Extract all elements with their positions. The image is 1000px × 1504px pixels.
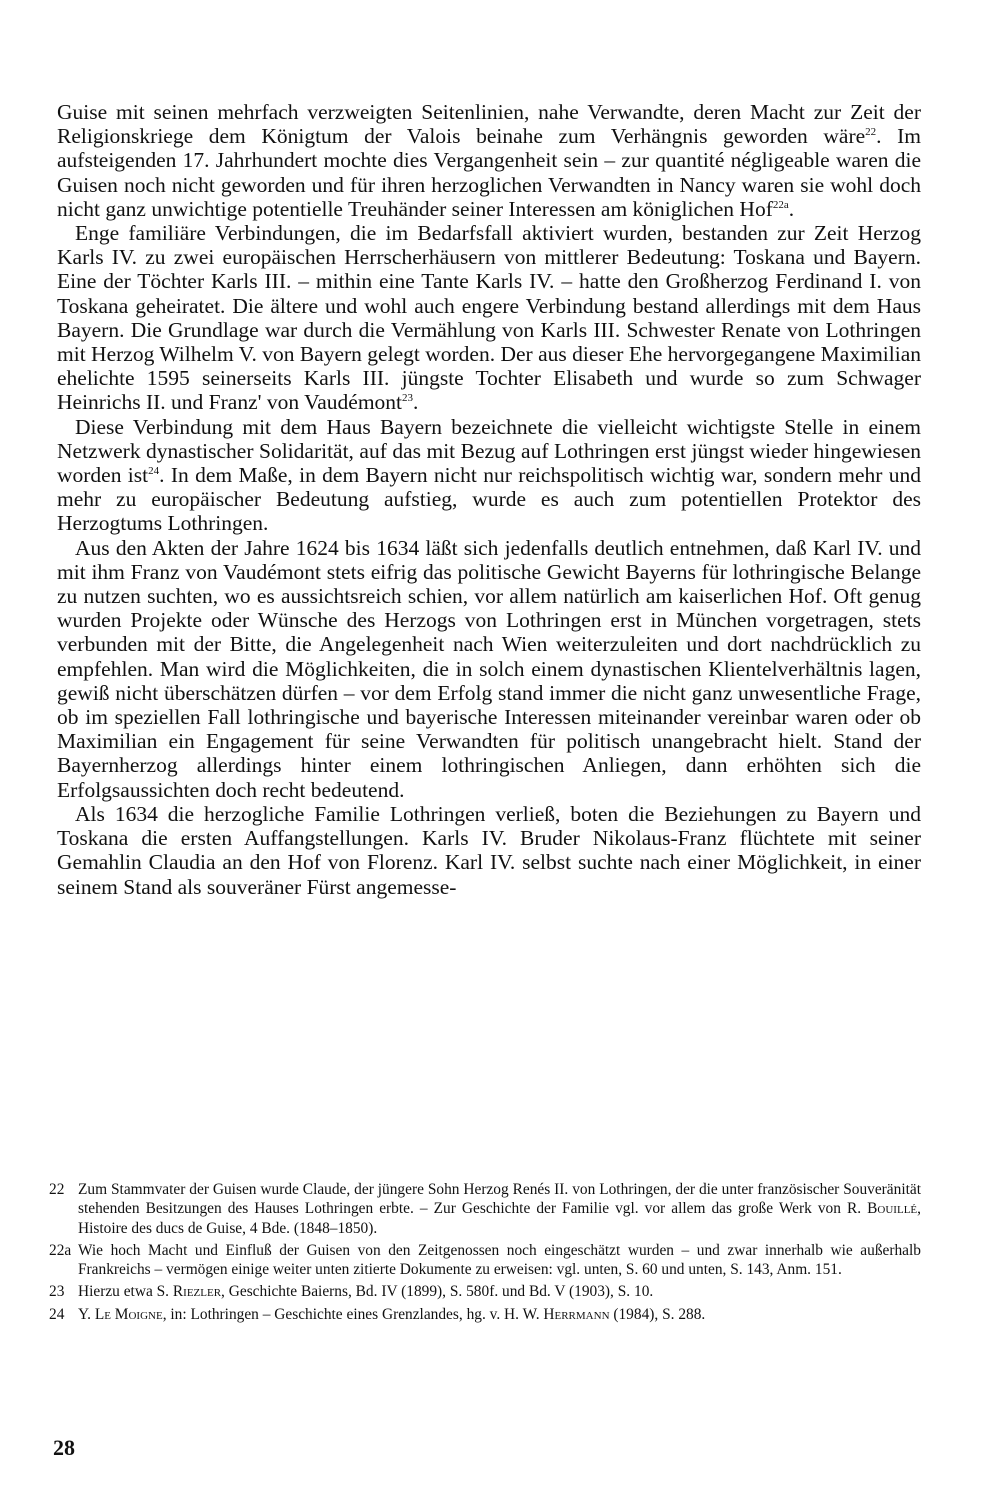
footnote-ref-24[interactable]: 24	[148, 465, 160, 478]
author-name: Bouillé	[867, 1200, 918, 1218]
footnote-ref-22a[interactable]: 22a	[772, 198, 789, 211]
footnote-text: Zum Stammvater der Guisen wurde Claude, der jüngere Sohn Herzog Renés II. von Lothringen, der die unter französischer Souveränität stehenden Besitzungen des Hauses Lothringen erbte. – Zur Geschichte der Familie vgl. vor allem das große Werk von R. Bouillé, Histoire des ducs de Guise, 4 Bde. (1848–1850).	[78, 1181, 921, 1237]
footnote-24	[49, 1305, 921, 1324]
footnote-number: 23	[49, 1283, 65, 1301]
author-name: Riezler	[172, 1283, 222, 1301]
footnote-text: Hierzu etwa S. Riezler, Geschichte Baierns, Bd. IV (1899), S. 580f. und Bd. V (1903), S. 10.	[78, 1283, 654, 1301]
author-name: Herrmann	[543, 1305, 610, 1323]
paragraph-2: Enge familiäre Verbindungen, die im Bedarfsfall aktiviert wurden, bestanden zur Zeit Herzog Karls IV. zu zwei europäischen Herrscherhäusern von mittlerer Bedeutung: Toskana und Bayern. Eine der Töchter Karls III. – mithin eine Tante Karls IV. – hatte den Großherzog Ferdinand I. von Toskana geheiratet. Die ältere und wohl auch engere Verbindung bestand allerdings mit dem Haus Bayern. Die Grundlage war durch die Vermählung von Karls III. Schwester Renate von Lothringen mit Herzog Wilhelm V. von Bayern gelegt worden. Der aus dieser Ehe hervorgegangene Maximilian ehelichte 1595 seinerseits Karls III. jüngste Tochter Elisabeth und wurde so zum Schwager Heinrichs II. und Franz' von Vaudémont$^{23}$.	[57, 221, 921, 415]
footnote-23	[49, 1282, 921, 1301]
footnote-22a	[49, 1241, 921, 1280]
footnote-number: 22	[49, 1181, 65, 1198]
footnote-ref-23[interactable]: 23	[402, 392, 414, 405]
footnotes	[49, 1180, 921, 1327]
footnote-number: 22a	[49, 1241, 72, 1259]
paragraph-5: Als 1634 die herzogliche Familie Lothringen verließ, boten die Beziehungen zu Bayern und Toskana die ersten Auffangstellungen. Karls IV. Bruder Nikolaus-Franz flüchtete mit seiner Gemahlin Claudia an den Hof von Florenz. Karl IV. selbst suchte nach einer Möglichkeit, in einer seinem Stand als souveräner Fürst angemesse-	[57, 801, 921, 899]
paragraph-4: Aus den Akten der Jahre 1624 bis 1634 läßt sich jedenfalls deutlich entnehmen, daß Karl IV. und mit ihm Franz von Vaudémont stets eifrig das politische Gewicht Bayerns für lothringische Belange zu nutzen suchten, wo es aussichtsreich schien, vor allem natürlich am kaiserlichen Hof. Oft genug wurden Projekte oder Wünsche des Herzogs von Lothringen erst in München vorgetragen, stets verbunden mit der Bitte, die Angelegenheit nach Wien weiterzuleiten und dort nachdrücklich zu empfehlen. Man wird die Möglichkeiten, die in solch einem dynastischen Klientelverhältnis lagen, gewiß nicht überschätzen dürfen – vor dem Erfolg stand immer die nicht ganz unwesentliche Frage, ob im speziellen Fall lothringische und bayerische Interessen miteinander vereinbar waren oder ob Maximilian ein Engagement für seine Verwandten für politisch unangebracht hielt. Stand der Bayernherzog allerdings hinter einem lothringischen Anliegen, dann erhöhten sich die Erfolgsaussichten doch recht bedeutend.	[57, 535, 921, 802]
footnote-22	[49, 1180, 921, 1238]
footnote-text: Y. Le Moigne, in: Lothringen – Geschichte eines Grenzlandes, hg. v. H. W. Herrmann (1984), S. 288.	[78, 1305, 706, 1323]
footnote-number: 24	[49, 1305, 65, 1323]
main-text	[57, 100, 921, 899]
paragraph-1: Guise mit seinen mehrfach verzweigten Seitenlinien, nahe Verwandte, deren Macht zur Zeit der Religionskriege dem Königtum der Valois beinahe zum Verhängnis geworden wäre$^{22}$. Im aufsteigenden 17. Jahrhundert mochte dies Vergangenheit sein – zur quantité négligeable waren die Guisen noch nicht geworden und für ihren herzoglichen Verwandten in Nancy waren sie wohl doch nicht ganz unwichtige potentielle Treuhänder seiner Interessen am königlichen Hof$^{22a}$.	[57, 100, 921, 221]
footnote-ref-22[interactable]: 22	[865, 126, 877, 139]
paragraph-3: Diese Verbindung mit dem Haus Bayern bezeichnete die vielleicht wichtigste Stelle in einem Netzwerk dynastischer Solidarität, auf das mit Bezug auf Lothringen erst jüngst wieder hingewiesen worden ist$^{24}$. In dem Maße, in dem Bayern nicht nur reichspolitisch wichtig war, sondern mehr und mehr zu europäischer Bedeutung aufstieg, wurde es auch zum potentiellen Protektor des Herzogtums Lothringen.	[57, 414, 922, 536]
author-name: Le Moigne	[94, 1305, 163, 1323]
page-number: 28	[53, 1435, 75, 1460]
footnote-text: Wie hoch Macht und Einfluß der Guisen von den Zeitgenossen noch eingeschätzt wurden – und zwar innerhalb wie außerhalb Frankreichs – vermögen einige weiter unten zitierte Dokumente zu erweisen: vgl. unten, S. 60 und unten, S. 143, Anm. 151.	[78, 1241, 921, 1279]
